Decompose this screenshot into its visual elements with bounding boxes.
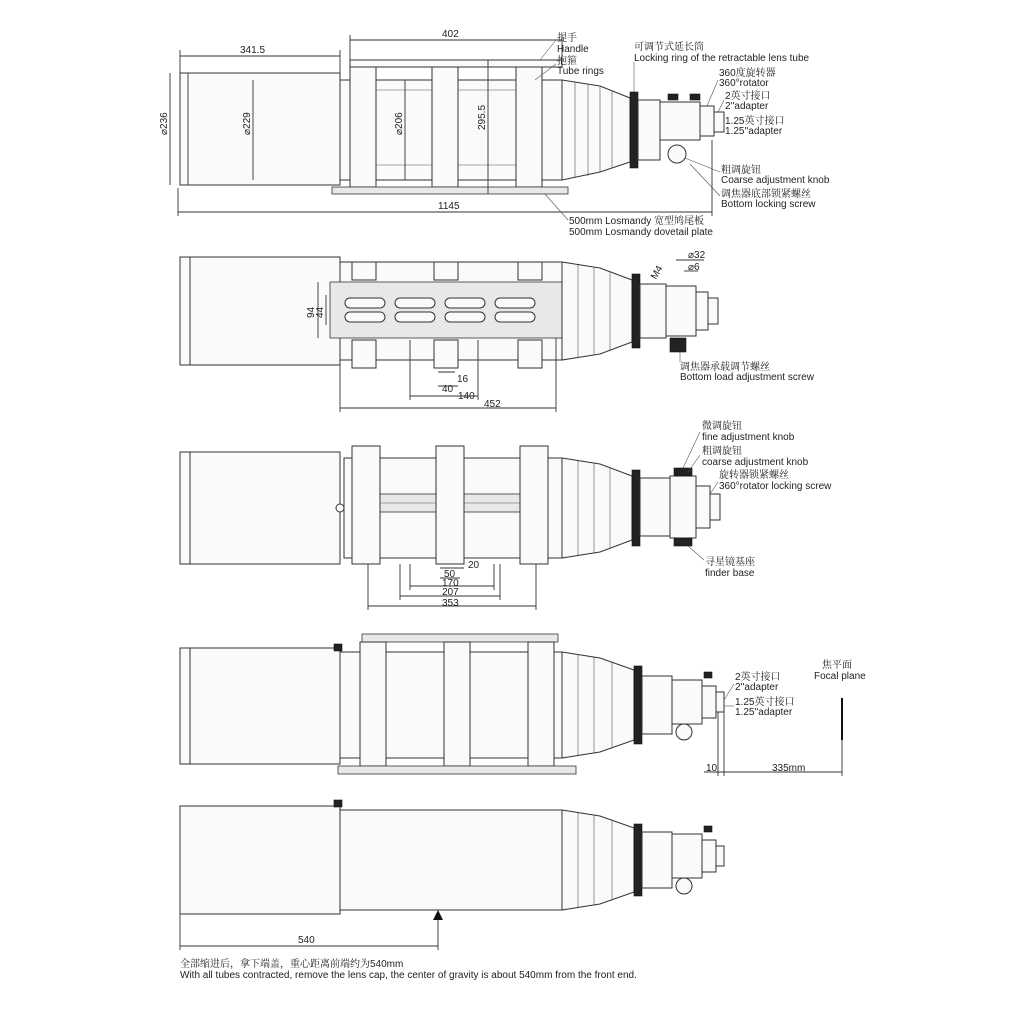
label-bottomlock-en: Bottom locking screw (721, 199, 816, 210)
dim-w44: 44 (315, 306, 326, 318)
label-focal-en: Focal plane (814, 671, 866, 682)
label-plate-en: 500mm Losmandy dovetail plate (569, 227, 713, 238)
coarse-knob (668, 145, 686, 163)
locking-ring (634, 824, 642, 896)
dim-ring-span: 402 (442, 29, 459, 40)
cap-front (180, 648, 190, 764)
dim-10: 10 (706, 763, 718, 774)
fine-knob (674, 468, 692, 476)
label-handle-en: Handle (557, 44, 589, 55)
label-adapter2-cn: 2英寸接口 (735, 672, 781, 683)
dim-452: 452 (484, 399, 501, 410)
dim-w94: 94 (306, 306, 317, 318)
coarse-knob (676, 724, 692, 740)
dim-335: 335mm (772, 763, 806, 774)
label-coarse-en: Coarse adjustment knob (721, 175, 830, 186)
label-finder-en: finder base (705, 568, 755, 579)
dim-cap-dia: ⌀236 (159, 112, 170, 135)
lens-taper (562, 810, 634, 910)
label-adapter2-cn: 2英寸接口 (725, 91, 771, 102)
view4-focal-view (180, 634, 866, 776)
locking-ring (632, 470, 640, 546)
adapter-2in (714, 112, 724, 132)
label-rotator-cn: 360度旋转器 (719, 68, 776, 79)
coarse-knob (676, 878, 692, 894)
finder-base (674, 538, 692, 546)
label-rotator-en: 360°rotator (719, 78, 769, 89)
label-adapter125-cn: 1.25英寸接口 (725, 116, 785, 127)
lens-taper (562, 80, 630, 180)
focuser-body (672, 680, 702, 724)
bottom-load-screw (670, 338, 686, 352)
dew-cap (190, 452, 340, 564)
dovetail-plate (338, 766, 576, 774)
dim-height: 295.5 (477, 104, 488, 130)
label-bottomload-en: Bottom load adjustment screw (680, 372, 814, 383)
label-adapter2-en: 2''adapter (725, 101, 769, 112)
label-locking-en: Locking ring of the retractable lens tube (634, 53, 810, 64)
dim-170: 170 (442, 578, 459, 589)
label-bottomload-cn: 调焦器承载调节螺丝 (680, 362, 770, 373)
dim-20: 20 (468, 560, 480, 571)
view3-top-view (180, 419, 832, 610)
dovetail-plate (330, 282, 568, 338)
lens-taper (562, 262, 632, 360)
view5-gravity-view (180, 800, 724, 981)
gravity-note-cn: 全部缩进后，拿下端盖，重心距离前端约为540mm (180, 959, 404, 970)
dim-50: 50 (444, 569, 456, 580)
dim-353: 353 (442, 598, 459, 609)
handle-bar (350, 60, 562, 67)
label-coarse-en: coarse adjustment knob (702, 457, 809, 468)
view1-side-view (159, 29, 830, 238)
dim-m4: M4 (649, 263, 666, 282)
dovetail-plate (332, 187, 568, 194)
dim-cap-length: 341.5 (240, 45, 266, 56)
cap-front (180, 257, 190, 365)
label-plate-cn: 500mm Losmandy 宽型鸠尾板 (569, 216, 705, 227)
dim-207: 207 (442, 587, 459, 598)
main-tube (340, 810, 562, 910)
dim-16: 16 (457, 374, 469, 385)
locking-ring (630, 92, 638, 168)
center-of-gravity-marker (433, 910, 443, 920)
rotator (700, 106, 714, 136)
label-handle-cn: 提手 (557, 33, 577, 44)
label-coarse-cn: 粗调旋钮 (702, 446, 742, 457)
dim-140: 140 (458, 391, 475, 402)
label-rotlock-cn: 旋转器锁紧螺丝 (719, 470, 789, 481)
locking-ring (632, 274, 640, 348)
label-rotlock-en: 360°rotator locking screw (719, 481, 832, 492)
focuser-body (672, 834, 702, 878)
label-rings-en: Tube rings (557, 66, 604, 77)
dew-cap (190, 648, 340, 764)
tube-body (180, 806, 340, 914)
label-adapter2-en: 2''adapter (735, 682, 779, 693)
label-adapter125-cn: 1.25英寸接口 (735, 697, 795, 708)
label-adapter125-en: 1.25''adapter (725, 126, 783, 137)
dim-inner-dia: ⌀229 (242, 112, 253, 135)
locking-ring (634, 666, 642, 744)
label-focal-cn: 焦平面 (822, 660, 852, 671)
label-adapter125-en: 1.25''adapter (735, 707, 793, 718)
dim-dia6: ⌀6 (688, 262, 700, 273)
dim-dia32: ⌀32 (688, 250, 706, 261)
handle-bar (362, 634, 558, 642)
dim-540: 540 (298, 935, 315, 946)
focuser-body (670, 476, 696, 538)
lens-taper (562, 652, 634, 758)
label-locking-cn: 可调节式延长筒 (634, 42, 704, 53)
label-rings-cn: 抱箍 (557, 56, 577, 67)
dim-tube-dia: ⌀206 (394, 112, 405, 135)
label-fine-en: fine adjustment knob (702, 432, 795, 443)
gravity-note-en: With all tubes contracted, remove the lens cap, the center of gravity is about 540mm from the front end. (180, 970, 637, 981)
label-bottomlock-cn: 调焦器底部锁紧螺丝 (721, 189, 811, 200)
label-finder-cn: 寻星镜基座 (705, 557, 755, 568)
dew-cap (180, 73, 340, 185)
label-fine-cn: 微调旋钮 (702, 421, 742, 432)
focuser-body (666, 286, 696, 336)
view2-bottom-view (180, 250, 815, 412)
dim-total-length: 1145 (438, 201, 460, 212)
cap-front (180, 452, 190, 564)
focuser-body (660, 102, 700, 140)
dim-40: 40 (442, 384, 454, 395)
label-coarse-cn: 粗调旋钮 (721, 165, 761, 176)
lens-taper (562, 458, 632, 558)
